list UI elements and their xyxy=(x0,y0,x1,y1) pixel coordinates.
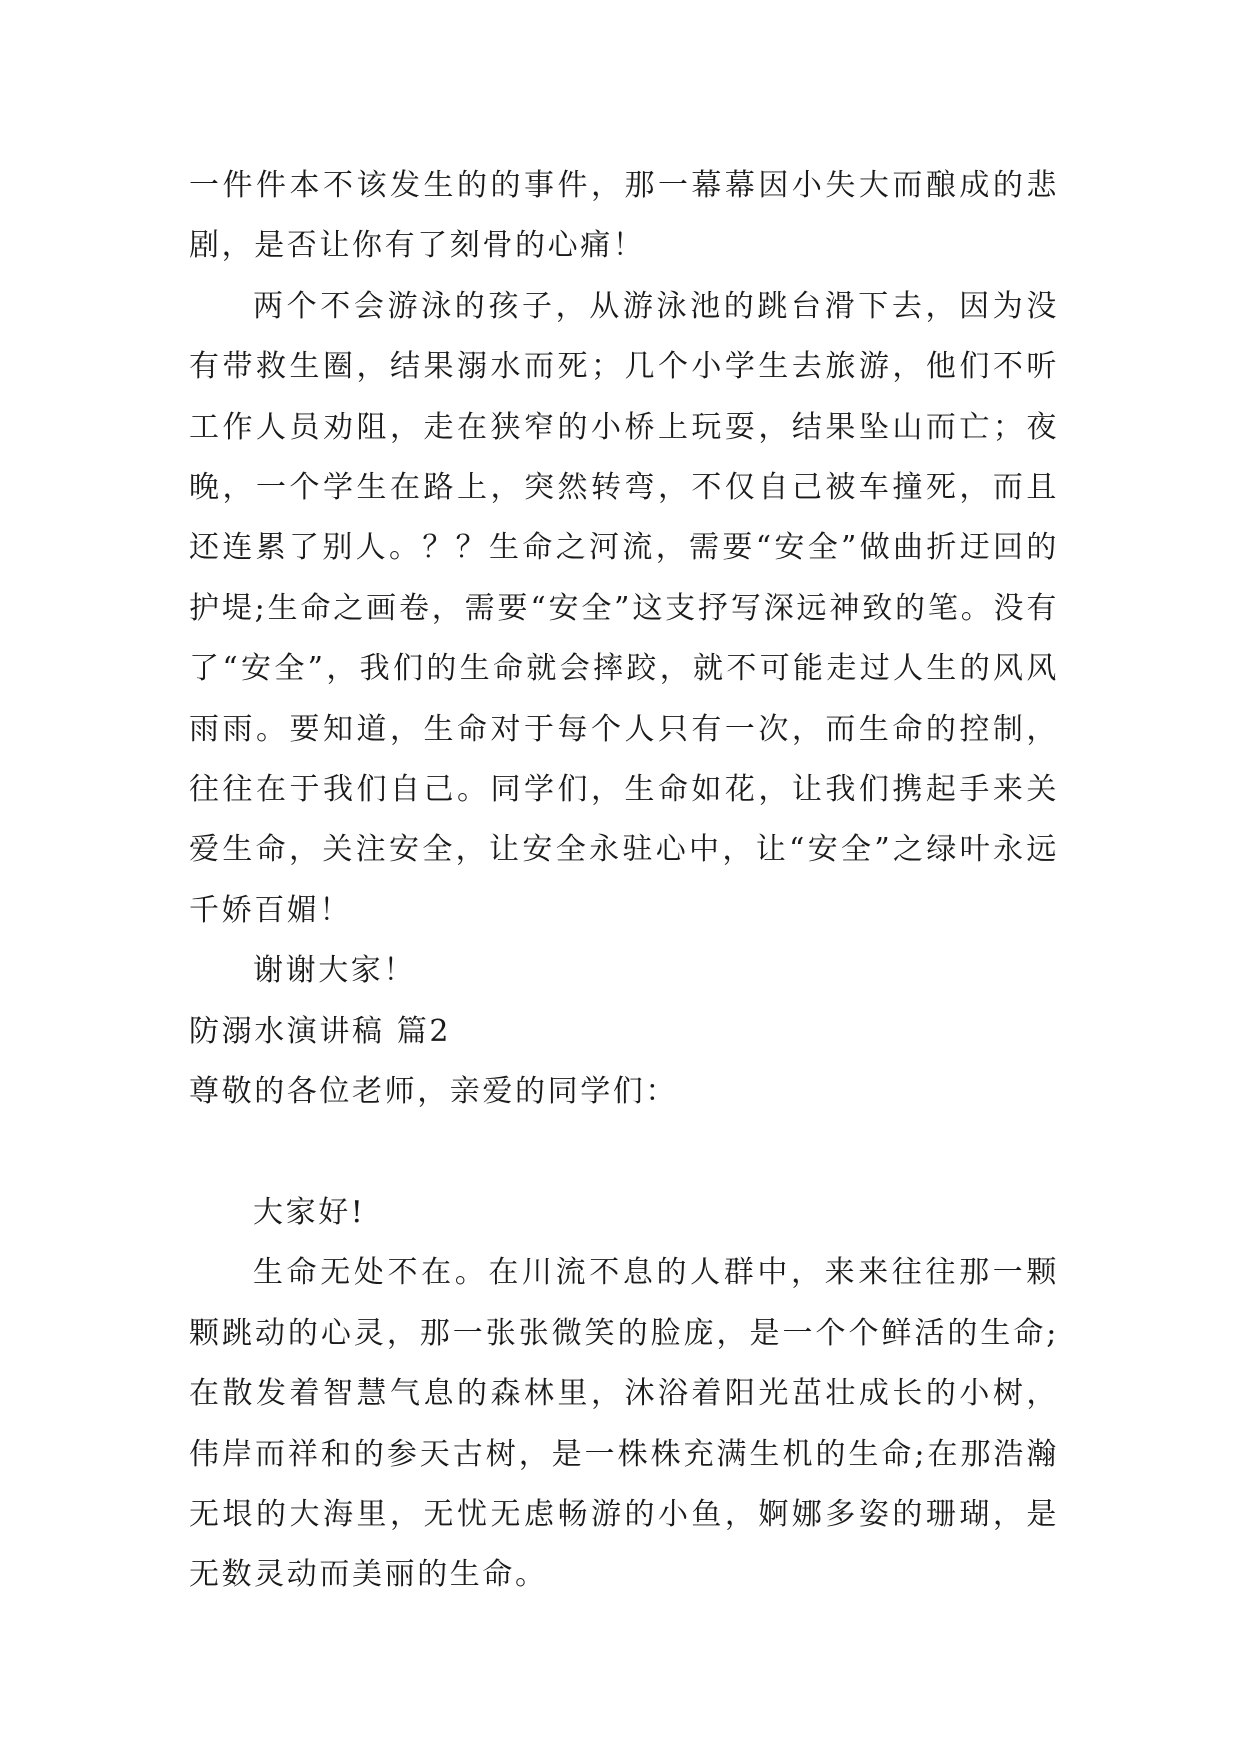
paragraph-intro: 一件件本不该发生的的事件，那一幕幕因小失大而酿成的悲剧，是否让你有了刻骨的心痛！ xyxy=(189,168,1059,264)
paragraph-thanks: 谢谢大家！ xyxy=(253,953,416,989)
greeting: 大家好! xyxy=(253,1194,366,1230)
section-heading: 防溺水演讲稿 篇2 xyxy=(189,1013,452,1049)
document-body xyxy=(189,156,1059,1606)
paragraph-life: 生命无处不在。在川流不息的人群中，来来往往那一颗颗跳动的心灵，那一张张微笑的脸庞，是一个个鲜活的生命;在散发着智慧气息的森林里，沐浴着阳光茁壮成长的小树，伟岸而祥和的参天古树，是一株株充满生机的生命;在那浩瀚无垠的大海里，无忧无虑畅游的小鱼，婀娜多姿的珊瑚，是无数灵动而美丽的生命。 xyxy=(189,1255,1059,1593)
salutation: 尊敬的各位老师，亲爱的同学们： xyxy=(189,1074,678,1110)
blank-line xyxy=(189,1123,1059,1183)
paragraph-accidents: 两个不会游泳的孩子，从游泳池的跳台滑下去，因为没有带救生圈，结果溺水而死；几个小学生去旅游，他们不听工作人员劝阻，走在狭窄的小桥上玩耍，结果坠山而亡；夜晚，一个学生在路上，突然转弯，不仅自己被车撞死，而且还连累了别人。？？生命之河流，需要“安全”做曲折迂回的护堤;生命之画卷，需要“安全”这支抒写深远神致的笔。没有了“安全”，我们的生命就会摔跤，就不可能走过人生的风风雨雨。要知道，生命对于每个人只有一次，而生命的控制，往往在于我们自己。同学们，生命如花，让我们携起手来关爱生命，关注安全，让安全永驻心中，让“安全”之绿叶永远千娇百媚！ xyxy=(189,288,1059,928)
